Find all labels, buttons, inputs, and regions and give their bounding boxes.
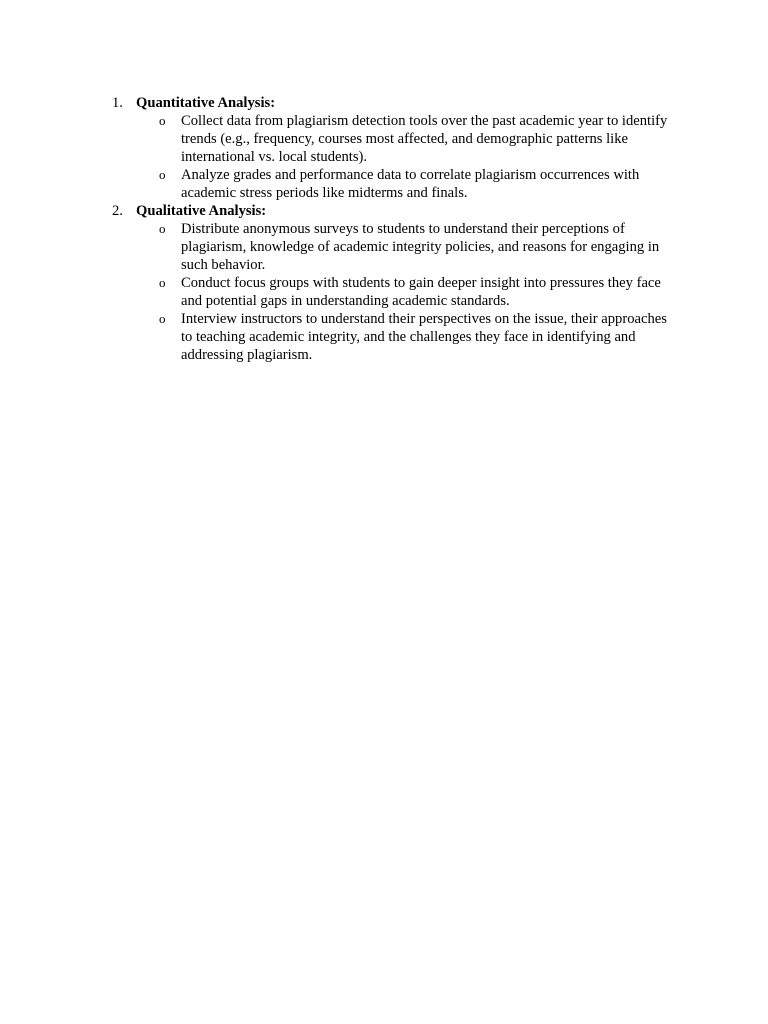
section-heading bbox=[108, 94, 688, 112]
section-quantitative bbox=[108, 94, 688, 202]
bullet-marker: o bbox=[159, 221, 166, 236]
section-number: 2. bbox=[112, 203, 123, 219]
bullet-list bbox=[108, 220, 688, 364]
bullet-marker: o bbox=[159, 311, 166, 326]
bullet-marker: o bbox=[159, 275, 166, 290]
bullet-text: Analyze grades and performance data to correlate plagiarism occurrences with academic stress periods like midterms and finals. bbox=[181, 167, 640, 201]
section-title: Quantitative Analysis: bbox=[136, 95, 276, 111]
bullet-text: Interview instructors to understand their perspectives on the issue, their approaches to teaching academic integrity, and the challenges they face in identifying and addressing plagiarism. bbox=[181, 311, 667, 363]
section-number: 1. bbox=[112, 95, 123, 111]
list-item bbox=[108, 274, 678, 310]
bullet-marker: o bbox=[159, 167, 166, 182]
section-title: Qualitative Analysis: bbox=[136, 203, 267, 219]
list-item bbox=[108, 166, 678, 202]
bullet-text: Collect data from plagiarism detection tools over the past academic year to identify trends (e.g., frequency, courses most affected, and demographic patterns like international vs. local students). bbox=[181, 113, 668, 165]
list-item bbox=[108, 112, 678, 166]
section-qualitative bbox=[108, 202, 688, 364]
bullet-list bbox=[108, 112, 688, 202]
bullet-marker: o bbox=[159, 113, 166, 128]
section-heading bbox=[108, 202, 688, 220]
list-item bbox=[108, 220, 678, 274]
list-item bbox=[108, 310, 678, 364]
numbered-outline bbox=[108, 94, 688, 364]
bullet-text: Conduct focus groups with students to gain deeper insight into pressures they face and potential gaps in understanding academic standards. bbox=[181, 275, 661, 309]
bullet-text: Distribute anonymous surveys to students to understand their perceptions of plagiarism, knowledge of academic integrity policies, and reasons for engaging in such behavior. bbox=[181, 221, 660, 273]
